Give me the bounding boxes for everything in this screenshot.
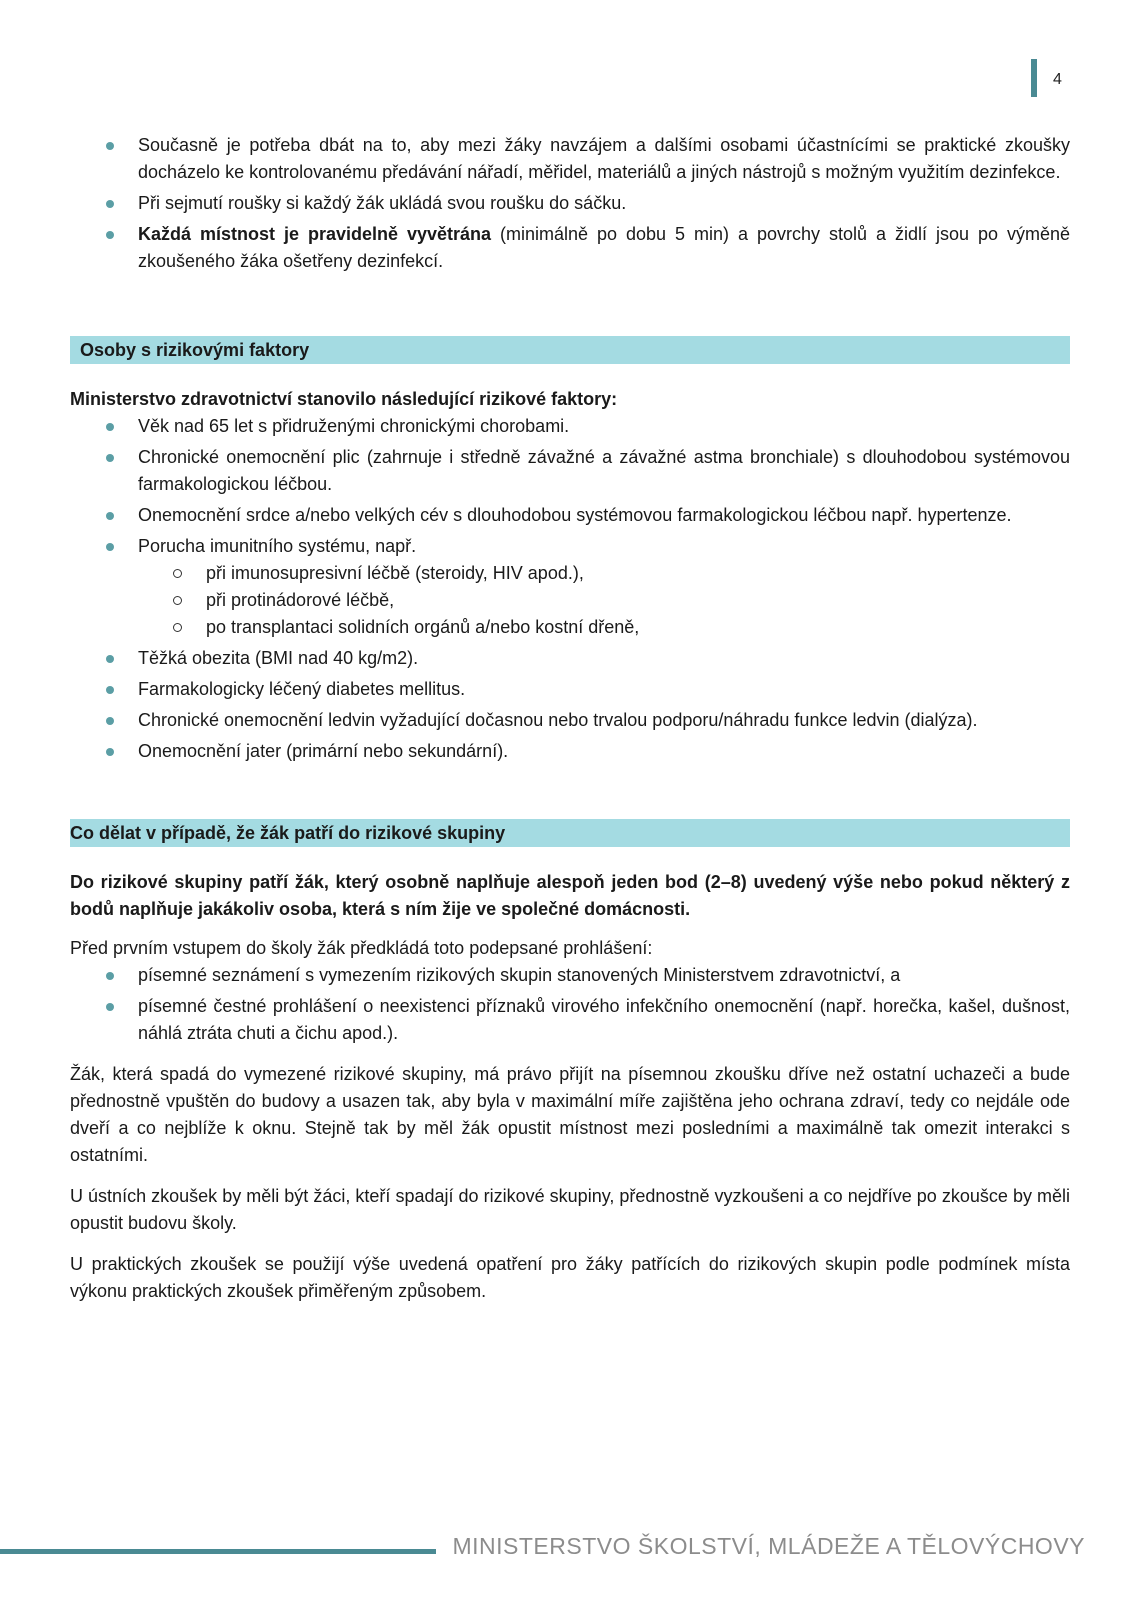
paragraph: Žák, která spadá do vymezené rizikové skupiny, má právo přijít na písemnou zkoušku dříve než ostatní uchazeči a bude přednostně vpuštěn do budovy a usazen tak, aby byla v maximální míře zajištěna jeho ochrana zdraví, tedy co nejdále ode dveří a co nejblíže k oknu. Stejně tak by měl žák opustit místnost mezi posledními a maximálně tak omezit interakci s ostatními. <box>70 1064 1070 1165</box>
list-item: Věk nad 65 let s přidruženými chronickými chorobami. <box>70 413 1070 440</box>
list-item: Každá místnost je pravidelně vyvětrána (minimálně po dobu 5 min) a povrchy stolů a židlí jsou po výměně zkoušeného žáka ošetřeny dezinfekcí. <box>70 221 1070 275</box>
sub-list-item: při protinádorové léčbě, <box>138 587 1070 614</box>
paragraph: U ústních zkoušek by měli být žáci, kteří spadají do rizikové skupiny, přednostně vyzkoušeni a co nejdříve po zkoušce by měli opustit budovu školy. <box>70 1186 1070 1233</box>
list-item: Onemocnění srdce a/nebo velkých cév s dlouhodobou systémovou farmakologickou léčbou např. hypertenze. <box>70 502 1070 529</box>
list-item: Chronické onemocnění plic (zahrnuje i středně závažné a závažné astma bronchiale) s dlouhodobou systémovou farmakologickou léčbou. <box>70 444 1070 498</box>
section-heading: Osoby s rizikovými faktory <box>70 336 1070 364</box>
risk-factor-list <box>70 413 1070 560</box>
list-item: Farmakologicky léčený diabetes mellitus. <box>70 676 1070 703</box>
list-item: písemné čestné prohlášení o neexistenci příznaků virového infekčního onemocnění (např. horečka, kašel, dušnost, náhlá ztráta chuti a čichu apod.). <box>70 993 1070 1047</box>
list-item: Chronické onemocnění ledvin vyžadující dočasnou nebo trvalou podporu/náhradu funkce ledvin (dialýza). <box>70 707 1070 734</box>
bold-paragraph: Do rizikové skupiny patří žák, který osobně naplňuje alespoň jeden bod (2–8) uvedený výše nebo pokud některý z bodů naplňuje jakákoliv osoba, která s ním žije ve společné domácnosti. <box>70 872 1070 919</box>
sub-list-item: při imunosupresivní léčbě (steroidy, HIV apod.), <box>138 560 1070 587</box>
section-intro: Ministerstvo zdravotnictví stanovilo následující rizikové faktory: <box>70 389 618 409</box>
list-item: Současně je potřeba dbát na to, aby mezi žáky navzájem a dalšími osobami účastnícími se praktické zkoušky docházelo ke kontrolovanému předávání nářadí, měřidel, materiálů a jiných nástrojů s možným využitím dezinfekce. <box>70 132 1070 186</box>
page-number: 4 <box>1053 71 1062 88</box>
list-item: Při sejmutí roušky si každý žák ukládá svou roušku do sáčku. <box>70 190 1070 217</box>
section-heading: Co dělat v případě, že žák patří do rizikové skupiny <box>70 819 1070 847</box>
risk-factor-list-cont <box>70 645 1070 765</box>
list-item: písemné seznámení s vymezením rizikových skupin stanovených Ministerstvem zdravotnictví, a <box>70 962 1070 989</box>
sub-list <box>70 560 1070 641</box>
paragraph: U praktických zkoušek se použijí výše uvedená opatření pro žáky patřících do rizikových skupin podle podmínek místa výkonu praktických zkoušek přiměřeným způsobem. <box>70 1254 1070 1301</box>
document-body <box>70 132 1070 1305</box>
footer-line <box>0 1549 436 1554</box>
top-bullet-list <box>70 132 1070 275</box>
footer-ministry: MINISTERSTVO ŠKOLSTVÍ, MLÁDEŽE A TĚLOVÝCHOVY <box>452 1533 1085 1559</box>
sub-list-item: po transplantaci solidních orgánů a/nebo kostní dřeně, <box>138 614 1070 641</box>
page-marker <box>1031 59 1037 97</box>
list-item: Onemocnění jater (primární nebo sekundární). <box>70 738 1070 765</box>
list-item: Porucha imunitního systému, např. <box>70 533 1070 560</box>
declaration-intro: Před prvním vstupem do školy žák předkládá toto podepsané prohlášení: <box>70 938 653 958</box>
list-item: Těžká obezita (BMI nad 40 kg/m2). <box>70 645 1070 672</box>
declaration-list <box>70 962 1070 1047</box>
